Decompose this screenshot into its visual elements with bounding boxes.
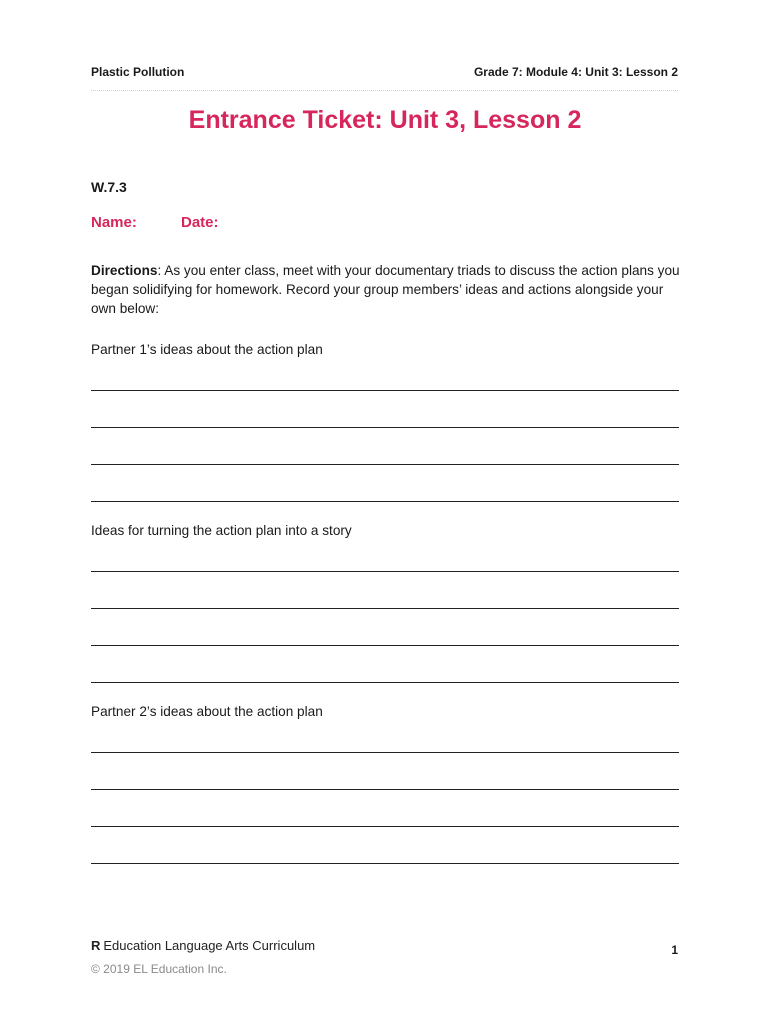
el-logo-icon: R (91, 938, 100, 953)
writing-line[interactable] (91, 464, 679, 465)
writing-line[interactable] (91, 682, 679, 683)
writing-line[interactable] (91, 501, 679, 502)
footer-logo-text: Education Language Arts Curriculum (103, 938, 316, 953)
writing-line[interactable] (91, 826, 679, 827)
section-prompt-partner-1: Partner 1’s ideas about the action plan (91, 342, 323, 357)
writing-line[interactable] (91, 390, 679, 391)
name-field-label: Name: (91, 214, 137, 231)
section-prompt-story-ideas: Ideas for turning the action plan into a story (91, 523, 352, 538)
directions-text: : As you enter class, meet with your documentary triads to discuss the action plans you began solidifying for homework. Record your group members’ ideas and actions alongside your own below: (91, 263, 680, 316)
header-divider (91, 90, 678, 91)
footer-copyright: © 2019 EL Education Inc. (91, 962, 227, 976)
footer-logo (91, 938, 315, 953)
page-title: Entrance Ticket: Unit 3, Lesson 2 (188, 106, 582, 134)
header-lesson-label: Grade 7: Module 4: Unit 3: Lesson 2 (473, 65, 678, 79)
writing-line[interactable] (91, 752, 679, 753)
section-prompt-partner-2: Partner 2’s ideas about the action plan (91, 704, 323, 719)
header-course-title: Plastic Pollution (91, 65, 185, 79)
writing-line[interactable] (91, 645, 679, 646)
writing-line[interactable] (91, 571, 679, 572)
writing-line[interactable] (91, 863, 679, 864)
writing-line[interactable] (91, 427, 679, 428)
standard-code: W.7.3 (91, 179, 127, 195)
page-number: 1 (671, 943, 678, 957)
directions-paragraph (91, 261, 681, 318)
date-field-label: Date: (181, 214, 219, 231)
writing-line[interactable] (91, 608, 679, 609)
directions-label: Directions (91, 263, 158, 278)
writing-line[interactable] (91, 789, 679, 790)
